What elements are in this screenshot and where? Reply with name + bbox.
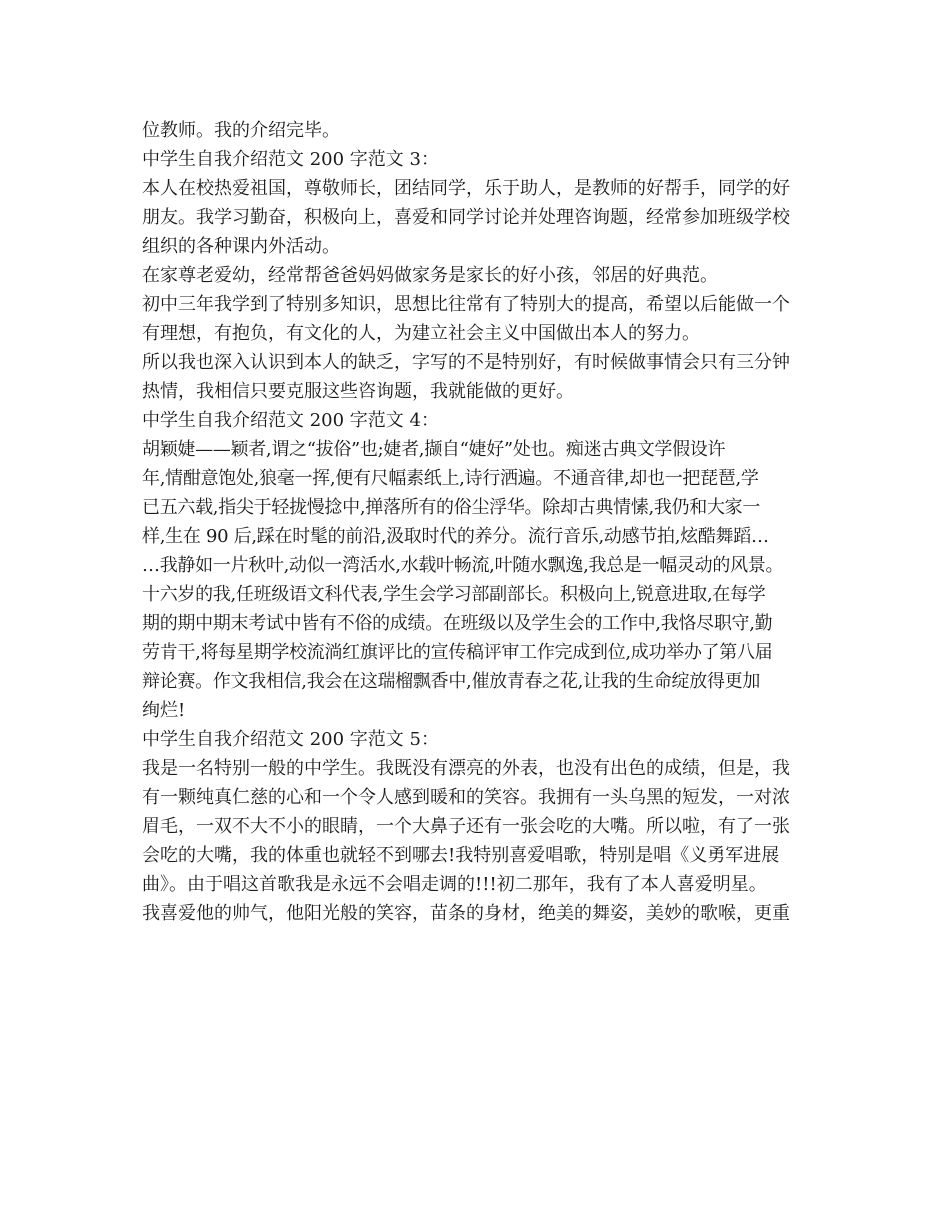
text-line: 有一颗纯真仁慈的心和一个令人感到暖和的笑容。我拥有一头乌黑的短发，一对浓 [142, 787, 790, 808]
section-heading: 中学生自我介绍范文 200 字范文 5： [142, 729, 439, 750]
text-line: 样,生在 90 后,踩在时髦的前沿,汲取时代的养分。流行音乐,动感节拍,炫酷舞蹈… [142, 526, 769, 547]
section-heading: 中学生自我介绍范文 200 字范文 3： [142, 149, 439, 170]
text-line: 绚烂! [142, 700, 186, 721]
text-line: 辩论赛。作文我相信,我会在这瑞榴飘香中,催放青春之花,让我的生命绽放得更加 [142, 671, 761, 692]
text-line: 初中三年我学到了特别多知识，思想比往常有了特别大的提高，希望以后能做一个 [142, 294, 790, 315]
text-line: 热情，我相信只要克服这些咨询题，我就能做的更好。 [142, 381, 574, 402]
text-line: 年,情酣意饱处,狼毫一挥,便有尺幅素纸上,诗行洒遍。不通音律,却也一把琵琶,学 [142, 468, 759, 489]
text-line: 曲》。由于唱这首歌我是永远不会唱走调的!!!初二那年，我有了本人喜爱明星。 [142, 874, 767, 895]
text-line: 位教师。我的介绍完毕。 [142, 120, 340, 141]
section-heading: 中学生自我介绍范文 200 字范文 4： [142, 410, 439, 431]
text-line: 所以我也深入认识到本人的缺乏，字写的不是特别好，有时候做事情会只有三分钟 [142, 352, 790, 373]
text-line: 已五六载,指尖于轻拢慢捻中,掸落所有的俗尘浮华。除却古典情愫,我仍和大家一 [142, 497, 761, 518]
text-line: 会吃的大嘴，我的体重也就轻不到哪去!我特别喜爱唱歌，特别是唱《义勇军进展 [142, 845, 780, 866]
text-line: 在家尊老爱幼，经常帮爸爸妈妈做家务是家长的好小孩，邻居的好典范。 [142, 265, 718, 286]
text-line: 组织的各种课内外活动。 [142, 236, 340, 257]
text-line: 十六岁的我,任班级语文科代表,学生会学习部副部长。积极向上,锐意进取,在每学 [142, 584, 766, 605]
text-line: …我静如一片秋叶,动似一湾活水,水载叶畅流,叶随水飘逸,我总是一幅灵动的风景。 [142, 555, 784, 576]
text-line: 有理想，有抱负，有文化的人，为建立社会主义中国做出本人的努力。 [142, 323, 700, 344]
text-line: 眉毛，一双不大不小的眼睛，一个大鼻子还有一张会吃的大嘴。所以啦，有了一张 [142, 816, 790, 837]
text-line: 我是一名特别一般的中学生。我既没有漂亮的外表，也没有出色的成绩，但是，我 [142, 758, 790, 779]
text-line: 朋友。我学习勤奋，积极向上，喜爱和同学讨论并处理咨询题，经常参加班级学校 [142, 207, 790, 228]
text-line: 期的期中期末考试中皆有不俗的成绩。在班级以及学生会的工作中,我恪尽职守,勤 [142, 613, 773, 634]
text-line: 本人在校热爱祖国，尊敬师长，团结同学，乐于助人，是教师的好帮手，同学的好 [142, 178, 790, 199]
document-body [142, 116, 812, 928]
text-line: 胡颖婕——颖者,谓之“拔俗”也;婕者,撷自“婕好”处也。痴迷古典文学假设许 [142, 439, 726, 460]
text-line: 我喜爱他的帅气，他阳光般的笑容，苗条的身材，绝美的舞姿，美妙的歌喉，更重 [142, 903, 790, 924]
text-line: 劳肯干,将每星期学校流淌红旗评比的宣传稿评审工作完成到位,成功举办了第八届 [142, 642, 773, 663]
